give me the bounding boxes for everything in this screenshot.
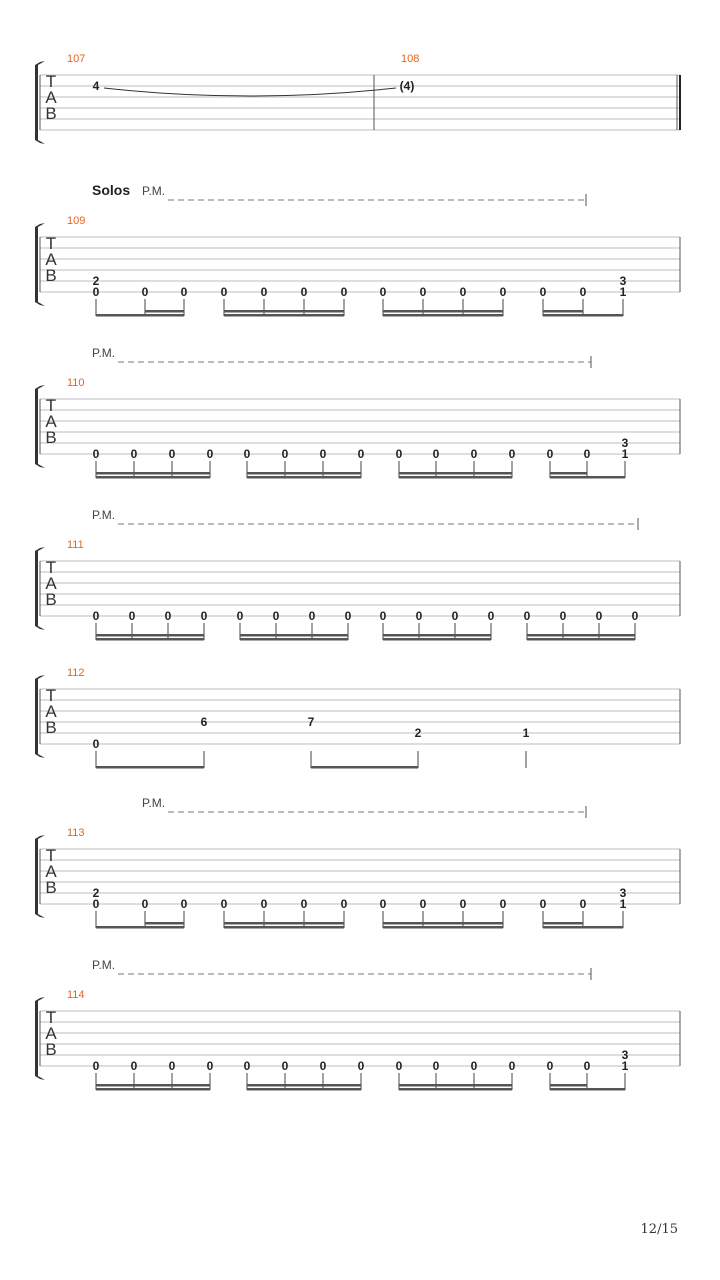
- palm-mute-label: P.M.: [142, 796, 166, 810]
- bar-number: 114: [67, 989, 85, 1001]
- bar-number: 113: [67, 827, 85, 839]
- fret-number: 0: [539, 897, 547, 911]
- fret-number: 0: [200, 609, 208, 623]
- tab-clef-letter: A: [45, 88, 57, 107]
- fret-number: 0: [319, 447, 327, 461]
- fret-number: 3: [619, 274, 627, 288]
- fret-number: 0: [595, 609, 603, 623]
- fret-number: 0: [92, 285, 100, 299]
- fret-number: 0: [459, 285, 467, 299]
- beam-secondary: [399, 1084, 512, 1087]
- fret-number: 0: [130, 447, 138, 461]
- beam-secondary: [247, 1084, 361, 1087]
- fret-number: 7: [307, 715, 315, 729]
- beam-secondary: [383, 310, 503, 313]
- bar-number: 112: [67, 667, 85, 679]
- fret-number: 0: [220, 897, 228, 911]
- fret-number: 0: [579, 897, 587, 911]
- beam-primary: [383, 638, 491, 641]
- beam-primary: [96, 926, 184, 929]
- beam-secondary: [145, 310, 184, 313]
- fret-number: 0: [499, 897, 507, 911]
- tab-clef-letter: A: [45, 1024, 57, 1043]
- fret-number: 2: [92, 274, 100, 288]
- fret-number: 4: [92, 79, 100, 93]
- fret-number: 0: [583, 447, 591, 461]
- bar-number: 109: [67, 215, 86, 227]
- beam-secondary: [543, 922, 583, 925]
- fret-number: 0: [243, 1059, 251, 1073]
- beam-secondary: [224, 310, 344, 313]
- beam-primary: [399, 476, 512, 479]
- tie-arc: [104, 88, 396, 96]
- fret-number: 0: [470, 447, 478, 461]
- tab-clef-letter: T: [45, 396, 57, 415]
- beam-primary: [96, 1088, 210, 1091]
- fret-number: 0: [459, 897, 467, 911]
- tab-clef-letter: T: [45, 234, 57, 253]
- fret-number: 0: [168, 447, 176, 461]
- beam-secondary: [527, 634, 635, 637]
- beam-primary: [247, 476, 361, 479]
- fret-number: 0: [300, 897, 308, 911]
- beam-primary: [96, 638, 204, 641]
- tab-clef-letter: T: [45, 686, 57, 705]
- beam-secondary: [550, 472, 587, 475]
- tab-clef-letter: A: [45, 862, 57, 881]
- fret-number: 0: [281, 447, 289, 461]
- fret-number: 1: [621, 447, 629, 461]
- beam-secondary: [383, 634, 491, 637]
- fret-number: 0: [499, 285, 507, 299]
- fret-number: 0: [92, 447, 100, 461]
- fret-number: 0: [357, 447, 365, 461]
- bar-number: 110: [67, 377, 85, 389]
- fret-number: 0: [395, 447, 403, 461]
- tab-clef-letter: B: [45, 718, 57, 737]
- beam-primary: [527, 638, 635, 641]
- fret-number: 0: [236, 609, 244, 623]
- fret-number: 0: [180, 897, 188, 911]
- fret-number: 0: [508, 447, 516, 461]
- fret-number: 0: [415, 609, 423, 623]
- tab-clef-letter: B: [45, 266, 57, 285]
- fret-number: 0: [539, 285, 547, 299]
- tab-clef-letter: T: [45, 1008, 57, 1027]
- fret-number: 0: [319, 1059, 327, 1073]
- fret-number: 0: [523, 609, 531, 623]
- fret-number: 0: [546, 1059, 554, 1073]
- fret-number: 2: [414, 726, 422, 740]
- fret-number: 0: [379, 285, 387, 299]
- beam-primary: [240, 638, 348, 641]
- fret-number: 1: [522, 726, 530, 740]
- fret-number: 0: [180, 285, 188, 299]
- fret-number: 0: [419, 285, 427, 299]
- fret-number: 0: [508, 1059, 516, 1073]
- fret-number: 1: [619, 285, 627, 299]
- tab-clef-letter: B: [45, 590, 57, 609]
- beam-primary: [224, 314, 344, 317]
- fret-number: 0: [168, 1059, 176, 1073]
- fret-number: 2: [92, 886, 100, 900]
- beam-primary: [550, 476, 625, 479]
- fret-number: 0: [128, 609, 136, 623]
- beam-primary: [543, 926, 623, 929]
- tab-clef-letter: B: [45, 1040, 57, 1059]
- beam-primary: [247, 1088, 361, 1091]
- fret-number: 0: [141, 897, 149, 911]
- fret-number: 0: [579, 285, 587, 299]
- fret-number: 0: [206, 1059, 214, 1073]
- beam-secondary: [543, 310, 583, 313]
- fret-number: 1: [619, 897, 627, 911]
- tab-clef-letter: B: [45, 428, 57, 447]
- fret-number: 0: [92, 897, 100, 911]
- beam-secondary: [145, 922, 184, 925]
- fret-number: 0: [308, 609, 316, 623]
- beam-primary: [96, 476, 210, 479]
- fret-number: 0: [487, 609, 495, 623]
- fret-number: 0: [164, 609, 172, 623]
- beam-secondary: [550, 1084, 587, 1087]
- section-label: Solos: [92, 182, 131, 198]
- beam-primary: [311, 766, 418, 769]
- tab-clef-letter: A: [45, 702, 57, 721]
- fret-number: 0: [419, 897, 427, 911]
- fret-number: 0: [92, 737, 100, 751]
- beam-secondary: [96, 1084, 210, 1087]
- tab-clef-letter: T: [45, 846, 57, 865]
- beam-primary: [550, 1088, 625, 1091]
- beam-primary: [383, 926, 503, 929]
- fret-number: 6: [200, 715, 208, 729]
- fret-number: 0: [243, 447, 251, 461]
- tab-clef-letter: T: [45, 72, 57, 91]
- beam-primary: [383, 314, 503, 317]
- palm-mute-label: P.M.: [142, 184, 166, 198]
- fret-number: 0: [92, 1059, 100, 1073]
- fret-number: 0: [141, 285, 149, 299]
- fret-number: 3: [621, 436, 629, 450]
- fret-number: 0: [344, 609, 352, 623]
- fret-number: 0: [432, 447, 440, 461]
- fret-number: 0: [432, 1059, 440, 1073]
- palm-mute-label: P.M.: [92, 346, 116, 360]
- fret-number: 0: [130, 1059, 138, 1073]
- fret-number: 0: [220, 285, 228, 299]
- beam-primary: [399, 1088, 512, 1091]
- palm-mute-label: P.M.: [92, 958, 116, 972]
- fret-number: 0: [357, 1059, 365, 1073]
- fret-number: 1: [621, 1059, 629, 1073]
- tab-clef-letter: T: [45, 558, 57, 577]
- fret-number: 0: [272, 609, 280, 623]
- bar-number: 108: [401, 53, 420, 65]
- tab-clef-letter: A: [45, 412, 57, 431]
- fret-number: 3: [621, 1048, 629, 1062]
- fret-number: 0: [340, 285, 348, 299]
- beam-secondary: [399, 472, 512, 475]
- fret-number: 0: [631, 609, 639, 623]
- fret-number: 3: [619, 886, 627, 900]
- fret-number: 0: [451, 609, 459, 623]
- fret-number: 0: [395, 1059, 403, 1073]
- beam-secondary: [96, 634, 204, 637]
- fret-number: (4): [399, 79, 415, 93]
- tab-clef-letter: A: [45, 250, 57, 269]
- fret-number: 0: [470, 1059, 478, 1073]
- beam-primary: [543, 314, 623, 317]
- fret-number: 0: [281, 1059, 289, 1073]
- bar-number: 111: [67, 539, 84, 551]
- tab-clef-letter: A: [45, 574, 57, 593]
- palm-mute-label: P.M.: [92, 508, 116, 522]
- fret-number: 0: [583, 1059, 591, 1073]
- beam-primary: [96, 766, 204, 769]
- fret-number: 0: [559, 609, 567, 623]
- fret-number: 0: [340, 897, 348, 911]
- fret-number: 0: [546, 447, 554, 461]
- beam-secondary: [96, 472, 210, 475]
- tab-clef-letter: B: [45, 878, 57, 897]
- beam-secondary: [247, 472, 361, 475]
- fret-number: 0: [92, 609, 100, 623]
- fret-number: 0: [260, 285, 268, 299]
- fret-number: 0: [300, 285, 308, 299]
- tab-clef-letter: B: [45, 104, 57, 123]
- beam-secondary: [224, 922, 344, 925]
- bar-number: 107: [67, 53, 86, 65]
- beam-secondary: [383, 922, 503, 925]
- beam-primary: [96, 314, 184, 317]
- beam-primary: [224, 926, 344, 929]
- fret-number: 0: [206, 447, 214, 461]
- fret-number: 0: [260, 897, 268, 911]
- fret-number: 0: [379, 897, 387, 911]
- page-number: 12/15: [640, 1222, 678, 1237]
- fret-number: 0: [379, 609, 387, 623]
- beam-secondary: [240, 634, 348, 637]
